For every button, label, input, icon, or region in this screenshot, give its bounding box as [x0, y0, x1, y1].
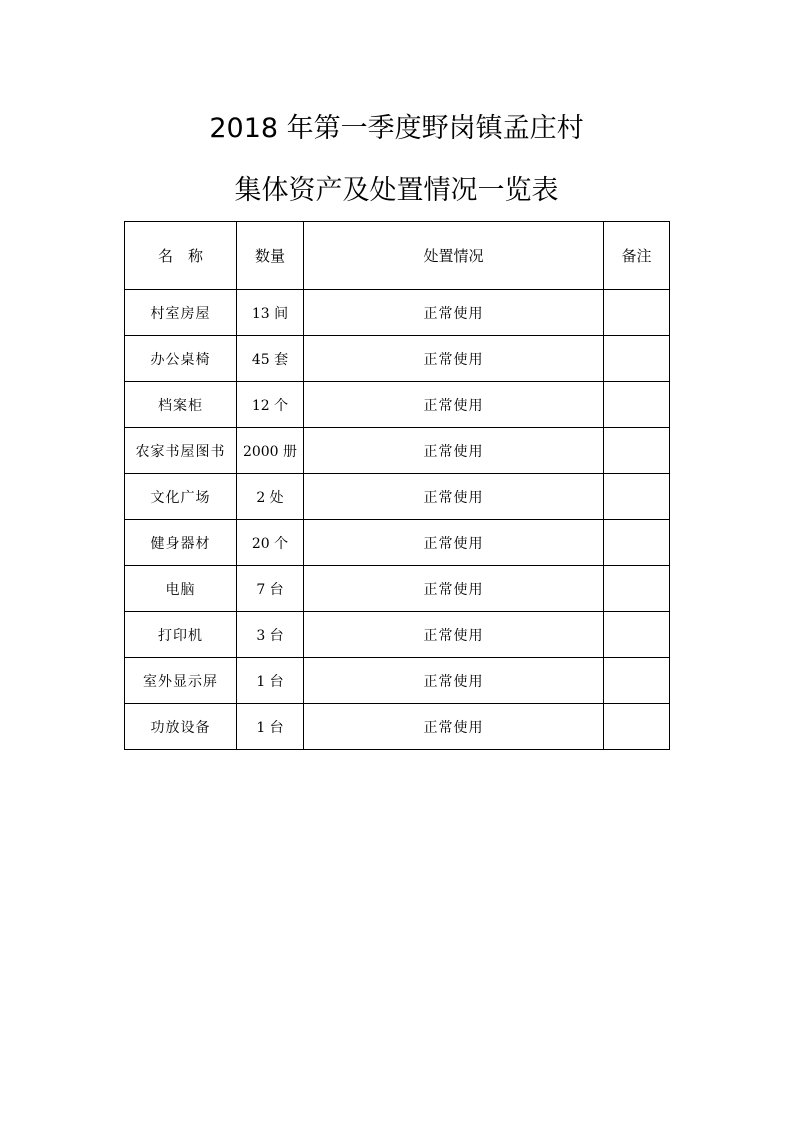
- cell-note: [604, 612, 670, 658]
- table-row: [125, 474, 670, 520]
- cell-name: 档案柜: [125, 382, 237, 428]
- table-row: [125, 428, 670, 474]
- cell-status: 正常使用: [304, 474, 604, 520]
- table-row: [125, 658, 670, 704]
- cell-name: 农家书屋图书: [125, 428, 237, 474]
- cell-name: 打印机: [125, 612, 237, 658]
- cell-quantity: 20 个: [237, 520, 304, 566]
- cell-status: 正常使用: [304, 704, 604, 750]
- cell-note: [604, 382, 670, 428]
- table-row: [125, 290, 670, 336]
- cell-quantity: 1 台: [237, 658, 304, 704]
- cell-name: 文化广场: [125, 474, 237, 520]
- cell-status: 正常使用: [304, 658, 604, 704]
- cell-name: 办公桌椅: [125, 336, 237, 382]
- table-body: [125, 290, 670, 750]
- cell-name: 功放设备: [125, 704, 237, 750]
- cell-name: 健身器材: [125, 520, 237, 566]
- cell-status: 正常使用: [304, 382, 604, 428]
- page-title-line-1: 2018 年第一季度野岗镇孟庄村: [209, 113, 584, 144]
- cell-quantity: 2000 册: [237, 428, 304, 474]
- cell-quantity: 2 处: [237, 474, 304, 520]
- table-row: [125, 566, 670, 612]
- table-row: [125, 520, 670, 566]
- cell-status: 正常使用: [304, 290, 604, 336]
- cell-name: 电脑: [125, 566, 237, 612]
- header-status: 处置情况: [304, 222, 604, 290]
- cell-status: 正常使用: [304, 336, 604, 382]
- header-quantity: 数量: [237, 222, 304, 290]
- cell-name: 室外显示屏: [125, 658, 237, 704]
- cell-quantity: 12 个: [237, 382, 304, 428]
- header-name: 名 称: [125, 222, 237, 290]
- cell-note: [604, 658, 670, 704]
- cell-note: [604, 566, 670, 612]
- cell-note: [604, 704, 670, 750]
- header-row: [125, 222, 670, 290]
- header-note: 备注: [604, 222, 670, 290]
- cell-status: 正常使用: [304, 566, 604, 612]
- table-row: [125, 336, 670, 382]
- table-row: [125, 612, 670, 658]
- asset-table: [124, 221, 670, 750]
- table-row: [125, 382, 670, 428]
- cell-note: [604, 336, 670, 382]
- table-header: [125, 222, 670, 290]
- cell-note: [604, 290, 670, 336]
- cell-quantity: 13 间: [237, 290, 304, 336]
- cell-status: 正常使用: [304, 612, 604, 658]
- cell-note: [604, 428, 670, 474]
- cell-note: [604, 520, 670, 566]
- cell-quantity: 1 台: [237, 704, 304, 750]
- cell-note: [604, 474, 670, 520]
- cell-name: 村室房屋: [125, 290, 237, 336]
- cell-status: 正常使用: [304, 520, 604, 566]
- cell-status: 正常使用: [304, 428, 604, 474]
- cell-quantity: 45 套: [237, 336, 304, 382]
- cell-quantity: 3 台: [237, 612, 304, 658]
- cell-quantity: 7 台: [237, 566, 304, 612]
- table-row: [125, 704, 670, 750]
- page-title-line-2: 集体资产及处置情况一览表: [234, 175, 559, 206]
